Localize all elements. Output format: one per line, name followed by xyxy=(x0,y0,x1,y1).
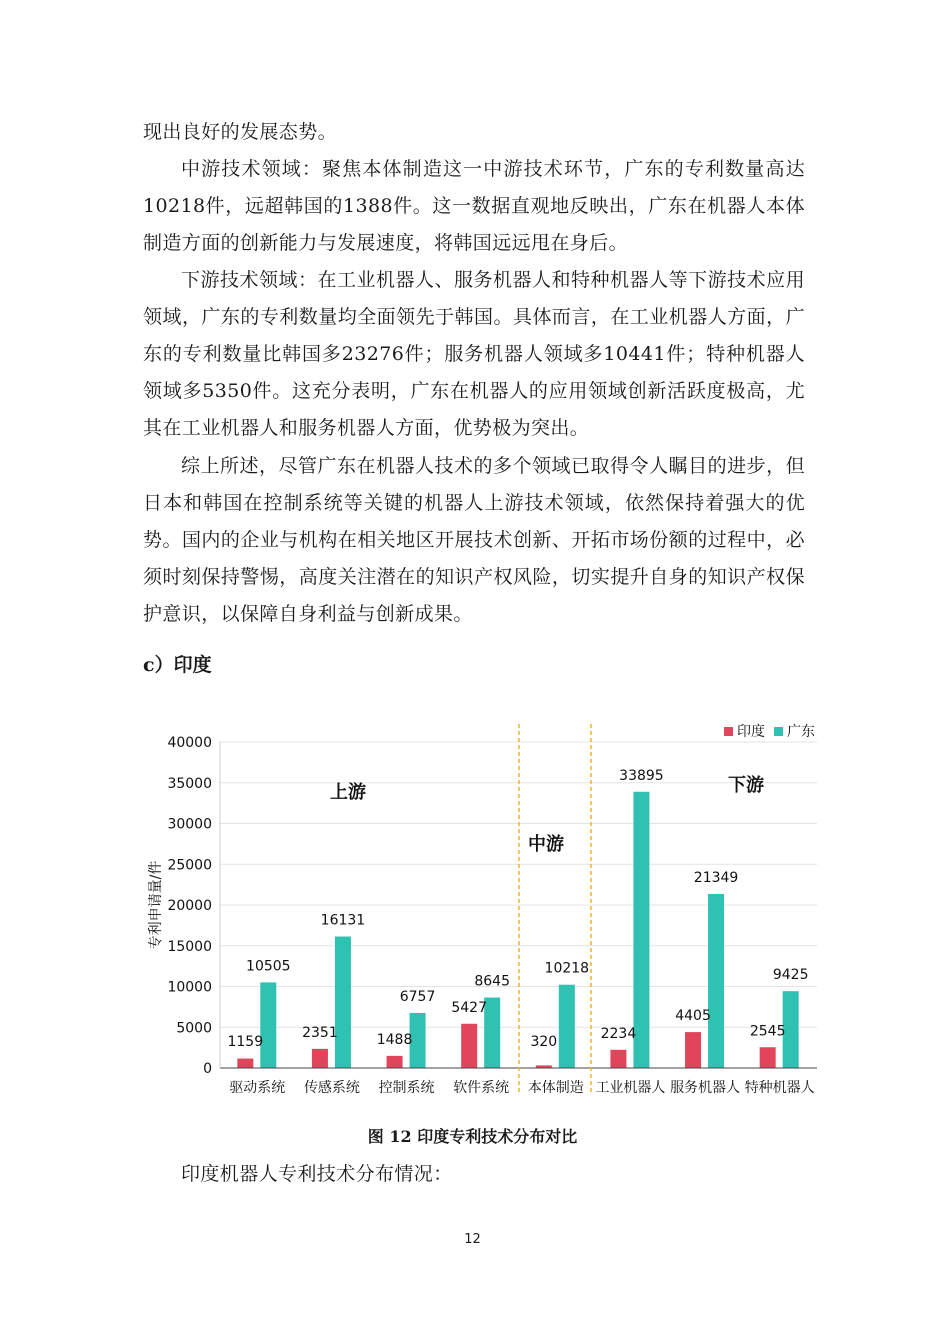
data-label: 10218 xyxy=(544,960,590,977)
section-heading: c）印度 xyxy=(143,654,212,676)
data-label: 33895 xyxy=(619,767,664,784)
data-label: 1488 xyxy=(376,1031,413,1048)
data-label: 21349 xyxy=(693,870,739,887)
y-tick-label: 0 xyxy=(203,1061,212,1077)
bar xyxy=(708,894,724,1068)
paragraph-3: 下游技术领域：在工业机器人、服务机器人和特种机器人等下游技术应用领域，广东的专利数量均全面领先于韩国。具体而言，在工业机器人方面，广东的专利数量比韩国多23276件；服务机器人领域多10441件；特种机器人领域多5350件。这充分表明，广东在机器人的应用领域创新活跃度极高，尤其在工业机器人和服务机器人方面，优势极为突出。 xyxy=(143,269,805,439)
bar xyxy=(760,1047,776,1068)
x-tick-label: 服务机器人 xyxy=(670,1080,741,1096)
x-tick-label: 传感系统 xyxy=(303,1080,360,1096)
y-tick-label: 40000 xyxy=(167,735,212,751)
x-tick-label: 特种机器人 xyxy=(744,1080,815,1096)
legend-label-india: 印度 xyxy=(737,724,765,740)
y-tick-label: 15000 xyxy=(167,938,212,955)
data-label: 2234 xyxy=(600,1025,637,1042)
x-tick-label: 控制系统 xyxy=(378,1080,435,1096)
data-label: 16131 xyxy=(320,912,366,929)
data-label: 8645 xyxy=(474,973,511,990)
paragraph-after-figure: 印度机器人专利技术分布情况： xyxy=(181,1163,453,1185)
bar xyxy=(387,1056,403,1068)
bar xyxy=(559,985,575,1068)
bar xyxy=(312,1049,328,1068)
bar xyxy=(461,1024,477,1068)
data-label: 4405 xyxy=(675,1008,711,1025)
data-label: 1159 xyxy=(227,1034,264,1050)
legend-swatch-guangdong xyxy=(774,727,783,736)
figure-caption: 图 12 印度专利技术分布对比 xyxy=(367,1127,578,1146)
y-tick-label: 35000 xyxy=(167,775,212,792)
y-tick-label: 25000 xyxy=(167,857,212,874)
data-label: 320 xyxy=(530,1034,558,1050)
bar xyxy=(237,1059,253,1068)
y-tick-label: 5000 xyxy=(176,1020,212,1037)
y-tick-label: 30000 xyxy=(167,816,212,833)
legend-swatch-india xyxy=(724,727,733,736)
annotation-upstream: 上游 xyxy=(330,782,366,803)
data-label: 5427 xyxy=(451,999,488,1016)
paragraph-4: 综上所述，尽管广东在机器人技术的多个领域已取得令人瞩目的进步，但日本和韩国在控制系统等关键的机器人上游技术领域，依然保持着强大的优势。国内的企业与机构在相关地区开展技术创新、开拓市场份额的过程中，必须时刻保持警惕，高度关注潜在的知识产权风险，切实提升自身的知识产权保护意识，以保障自身利益与创新成果。 xyxy=(143,455,805,625)
annotation-downstream: 下游 xyxy=(728,775,764,796)
y-tick-label: 20000 xyxy=(167,898,212,914)
page-number: 12 xyxy=(464,1232,481,1247)
data-label: 2351 xyxy=(302,1024,338,1041)
bar xyxy=(610,1050,626,1068)
x-tick-label: 工业机器人 xyxy=(595,1080,666,1096)
y-axis-label: 专利申请量/件 xyxy=(148,860,164,950)
bar xyxy=(685,1032,701,1068)
legend-label-guangdong: 广东 xyxy=(787,724,815,740)
x-tick-label: 驱动系统 xyxy=(229,1080,286,1096)
bar xyxy=(335,937,351,1068)
bar xyxy=(260,982,276,1068)
patent-distribution-chart xyxy=(140,716,830,1108)
paragraph-1: 现出良好的发展态势。 xyxy=(143,121,338,143)
x-tick-label: 本体制造 xyxy=(527,1080,584,1096)
data-label: 6757 xyxy=(399,988,436,1005)
paragraph-2: 中游技术领域：聚焦本体制造这一中游技术环节，广东的专利数量高达10218件，远超韩国的1388件。这一数据直观地反映出，广东在机器人本体制造方面的创新能力与发展速度，将韩国远远甩在身后。 xyxy=(143,158,805,254)
annotation-midstream: 中游 xyxy=(528,834,564,855)
data-label: 9425 xyxy=(772,967,809,984)
y-tick-label: 10000 xyxy=(167,979,212,996)
data-label: 2545 xyxy=(749,1023,786,1040)
data-label: 10505 xyxy=(246,958,291,975)
x-tick-label: 软件系统 xyxy=(453,1080,510,1096)
